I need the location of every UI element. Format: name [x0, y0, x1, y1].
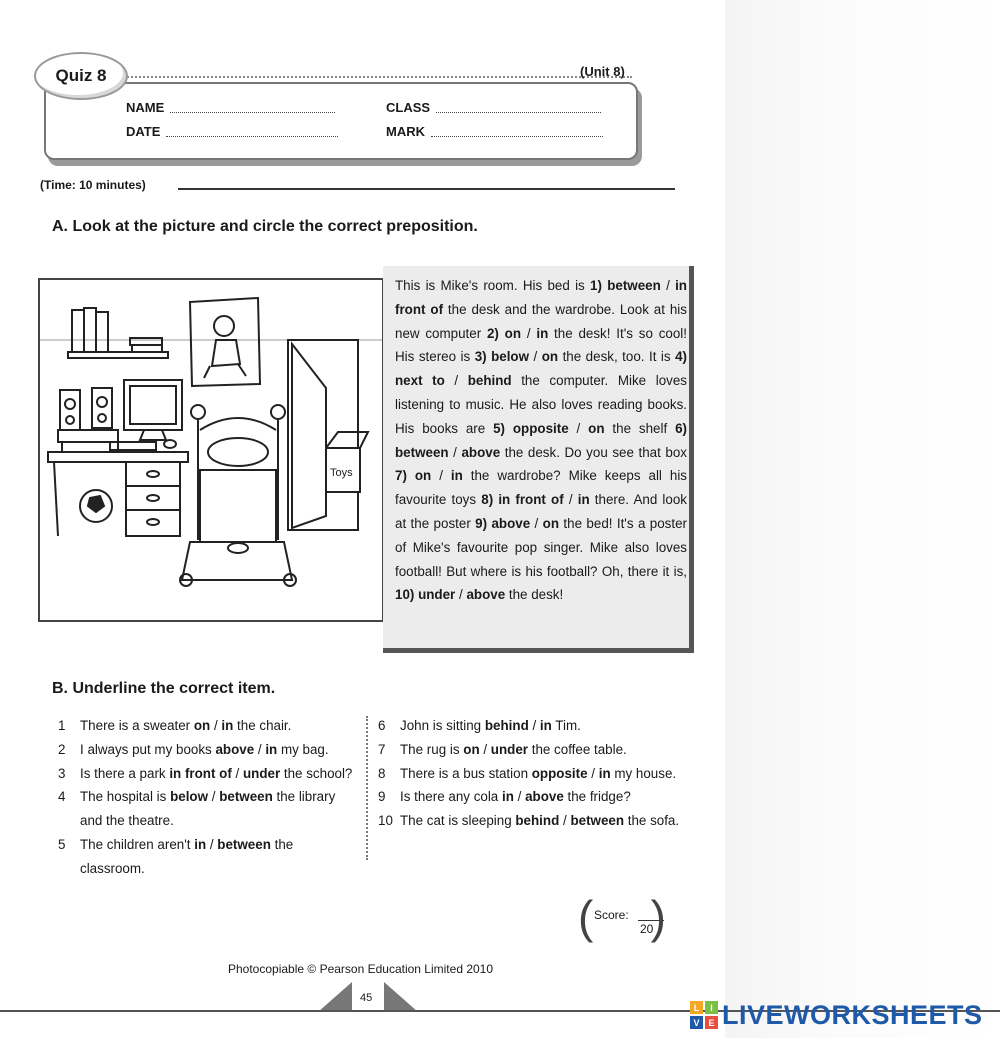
exercise-item [58, 714, 358, 738]
text-run: the classroom. [80, 836, 294, 876]
time-limit: (Time: 10 minutes) [40, 178, 146, 192]
toys-label: Toys [330, 467, 353, 479]
preposition-option[interactable]: in [221, 718, 234, 733]
preposition-option[interactable]: above [525, 789, 564, 805]
text-run: / [210, 718, 222, 733]
text-run: / [563, 492, 578, 508]
section-b-title: B. Underline the correct item. [52, 680, 276, 697]
text-run: The hospital is [80, 789, 171, 805]
preposition-option[interactable]: opposite [531, 765, 588, 781]
preposition-option[interactable]: in [501, 789, 514, 805]
preposition-option[interactable]: 8) in front of [481, 492, 564, 508]
text-run: / [254, 741, 266, 757]
item-sentence [400, 762, 683, 786]
preposition-option[interactable]: in [536, 325, 549, 341]
preposition-option[interactable]: above [215, 741, 255, 757]
preposition-option[interactable]: 10) under [395, 587, 456, 603]
score-total: 20 [640, 922, 654, 936]
column-divider [366, 716, 368, 860]
logo-tile: V [690, 1016, 703, 1029]
exercise-item [58, 785, 358, 833]
text-run: the sofa. [624, 813, 680, 829]
item-number: 10 [378, 813, 393, 829]
item-number: 9 [378, 789, 386, 805]
exercise-item [378, 809, 683, 833]
text-run: my house. [610, 765, 677, 781]
poster [190, 298, 260, 386]
keyboard [110, 442, 156, 450]
item-number: 5 [58, 836, 66, 852]
preposition-option[interactable]: in front of [395, 278, 687, 317]
text-run: the desk, too. It is [558, 349, 676, 365]
exercise-list-right [378, 714, 683, 833]
text-run: / [529, 349, 542, 365]
text-run: / [513, 789, 526, 805]
liveworksheets-logo-icon [690, 1001, 718, 1029]
preposition-option[interactable]: on [588, 420, 605, 436]
page-triangle-right [384, 982, 418, 1012]
class-field[interactable]: CLASS [386, 100, 601, 115]
text-run: This is Mike's room. His bed is [395, 278, 591, 293]
text-run: There is a sweater [80, 718, 194, 733]
preposition-option[interactable]: above [466, 587, 506, 603]
text-run: / [431, 468, 451, 484]
student-info-box [44, 82, 638, 160]
preposition-option[interactable]: between [570, 813, 625, 829]
text-run: The rug is [400, 741, 464, 757]
text-run: / [587, 765, 599, 781]
text-run: the chair. [233, 718, 292, 733]
page-triangle-left [318, 982, 352, 1012]
page-number: 45 [360, 992, 373, 1004]
preposition-option[interactable]: on [542, 515, 560, 531]
preposition-option[interactable]: in [450, 468, 463, 484]
page-edge-shade [725, 0, 1000, 1038]
text-run: / [528, 718, 540, 733]
passage-text [395, 274, 687, 607]
item-number: 3 [58, 765, 66, 781]
wardrobe [288, 340, 358, 530]
item-sentence [400, 714, 683, 738]
text-run: the shelf [604, 420, 676, 436]
text-run: / [208, 789, 220, 805]
copyright-footer: Photocopiable © Pearson Education Limited 2010 [228, 962, 494, 976]
text-run: / [206, 836, 218, 852]
text-run: the desk and the wardrobe. Look at his new computer [395, 301, 687, 341]
preposition-option[interactable]: 1) between [590, 278, 661, 293]
preposition-option[interactable]: 5) opposite [493, 420, 569, 436]
logo-tile: E [705, 1016, 718, 1029]
text-run: the bed! It's a poster of Mike's favourite pop singer. Mike also loves football! But where is his football? Oh, there it is, [395, 515, 687, 579]
preposition-option[interactable]: under [242, 765, 281, 781]
text-run: The children aren't [80, 836, 195, 852]
text-run: the coffee table. [528, 741, 627, 757]
item-sentence [80, 714, 358, 738]
preposition-option[interactable]: 9) above [475, 515, 531, 531]
preposition-option[interactable]: 4) next to [395, 349, 687, 389]
desk [48, 452, 188, 462]
passage-box [383, 266, 694, 653]
header-dotted-line [112, 76, 632, 78]
item-number: 6 [378, 718, 386, 733]
preposition-option[interactable]: in [598, 765, 611, 781]
room-drawing [40, 280, 382, 620]
exercise-list-left [58, 714, 358, 881]
preposition-option[interactable]: in front of [169, 765, 232, 781]
preposition-option[interactable]: under [490, 741, 528, 757]
text-run: / [568, 420, 589, 436]
date-field[interactable]: DATE [126, 124, 338, 139]
text-run: / [660, 278, 676, 293]
exercise-item [378, 714, 683, 738]
mark-field[interactable]: MARK [386, 124, 603, 139]
exercise-item [378, 738, 683, 762]
text-run: / [231, 765, 243, 781]
room-illustration [38, 278, 384, 622]
text-run: my bag. [277, 741, 329, 757]
preposition-option[interactable]: between [219, 789, 273, 805]
item-sentence [80, 833, 358, 881]
preposition-option[interactable]: below [170, 789, 209, 805]
preposition-option[interactable]: above [461, 444, 501, 460]
text-run: I always put my books [80, 741, 216, 757]
exercise-item [378, 785, 683, 809]
text-run: / [530, 515, 543, 531]
text-run: the desk! It's so cool! His stereo is [395, 325, 687, 365]
computer-monitor [124, 380, 182, 430]
score-box: ( Score: 20 ) [578, 891, 666, 943]
item-number: 4 [58, 789, 66, 805]
text-run: John is sitting [400, 718, 485, 733]
exercise-item [58, 738, 358, 762]
preposition-option[interactable]: on [193, 718, 211, 733]
item-sentence [80, 762, 358, 786]
preposition-option[interactable]: behind [515, 813, 560, 829]
text-run: the wardrobe? Mike keeps all his favourite toys [395, 468, 687, 508]
exercise-item [378, 762, 683, 786]
preposition-option[interactable]: behind [467, 373, 512, 389]
text-run: Tim. [551, 718, 581, 733]
item-number: 2 [58, 741, 66, 757]
text-run: the fridge? [563, 789, 631, 805]
text-run: / [521, 325, 537, 341]
text-run: the school? [280, 765, 353, 781]
text-run: / [448, 444, 462, 460]
text-run: there. And look at the poster [395, 492, 687, 531]
item-number: 1 [58, 718, 66, 733]
preposition-option[interactable]: between [217, 836, 271, 852]
preposition-option[interactable]: in [577, 492, 590, 508]
preposition-option[interactable]: 6) between [395, 420, 688, 460]
exercise-item [58, 762, 358, 786]
liveworksheets-brand [690, 996, 983, 1034]
score-label: Score: [594, 908, 629, 922]
preposition-option[interactable]: in [539, 718, 552, 733]
preposition-option[interactable]: on [463, 741, 480, 757]
stereo [58, 430, 118, 442]
name-field[interactable]: NAME [126, 100, 335, 115]
preposition-option[interactable]: on [541, 349, 559, 365]
item-sentence [400, 809, 683, 833]
exercise-item [58, 833, 358, 881]
text-run: / [444, 373, 468, 389]
preposition-option[interactable]: 7) on [395, 468, 432, 484]
item-number: 7 [378, 741, 386, 757]
text-run: the desk. Do you see that box [500, 444, 687, 460]
book [72, 310, 84, 352]
item-sentence [400, 785, 683, 809]
text-run: There is a bus station [400, 765, 532, 781]
text-run: Is there any cola [400, 789, 502, 805]
item-number: 8 [378, 765, 386, 781]
text-run: the library and the theatre. [80, 789, 336, 829]
time-rule [178, 188, 675, 190]
logo-tile: I [705, 1001, 718, 1014]
section-a-title: A. Look at the picture and circle the correct preposition. [52, 218, 478, 235]
item-sentence [400, 738, 683, 762]
text-run: the computer. Mike loves listening to music. He also loves reading books. His books are [395, 373, 687, 436]
text-run: / [479, 741, 491, 757]
text-run: / [455, 587, 467, 603]
text-run: The cat is sleeping [400, 813, 516, 829]
preposition-option[interactable]: behind [484, 718, 529, 733]
item-sentence [80, 785, 358, 833]
preposition-option[interactable]: in [265, 741, 278, 757]
text-run: / [559, 813, 571, 829]
text-run: the desk! [505, 587, 564, 603]
preposition-option[interactable]: 3) below [474, 349, 530, 365]
preposition-option[interactable]: in [194, 836, 207, 852]
item-sentence [80, 738, 358, 762]
unit-label: (Unit 8) [580, 64, 625, 79]
quiz-title: Quiz 8 [34, 52, 128, 100]
logo-tile: L [690, 1001, 703, 1014]
preposition-option[interactable]: 2) on [486, 325, 522, 341]
brand-name: LIVEWORKSHEETS [722, 999, 983, 1030]
text-run: Is there a park [80, 765, 170, 781]
